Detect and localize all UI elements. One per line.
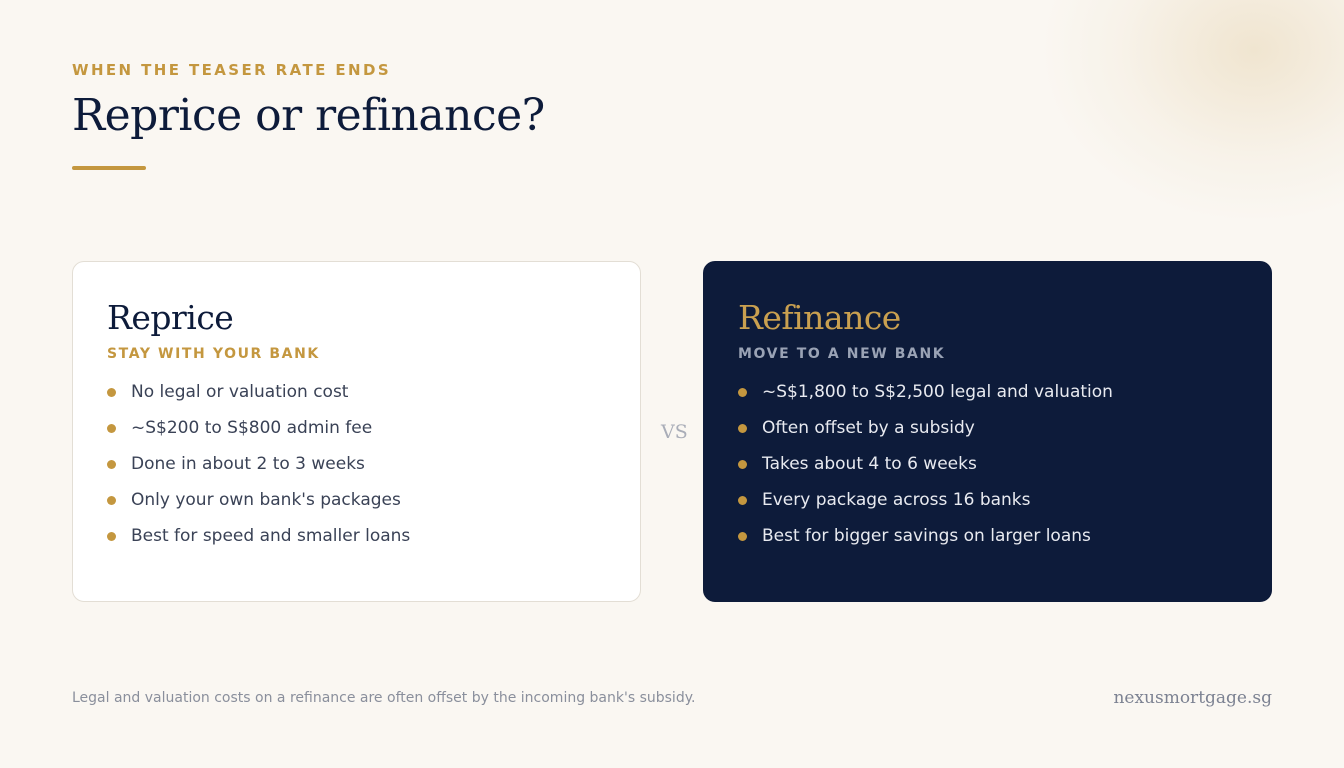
title-underline	[72, 166, 146, 170]
list-item-text: Every package across 16 banks	[762, 490, 1031, 510]
list-item	[107, 374, 606, 410]
reprice-list	[107, 374, 606, 554]
list-item-text: ~S$200 to S$800 admin fee	[131, 418, 373, 438]
bullet-dot-icon	[107, 388, 116, 397]
bullet-dot-icon	[738, 460, 747, 469]
bullet-dot-icon	[738, 532, 747, 541]
bullet-dot-icon	[738, 388, 747, 397]
list-item	[107, 410, 606, 446]
list-item	[738, 446, 1237, 482]
reprice-title: Reprice	[107, 298, 234, 337]
list-item	[738, 410, 1237, 446]
list-item-text: ~S$1,800 to S$2,500 legal and valuation	[762, 382, 1113, 402]
bullet-dot-icon	[107, 532, 116, 541]
list-item	[107, 482, 606, 518]
refinance-title: Refinance	[738, 298, 901, 337]
list-item	[107, 518, 606, 554]
bullet-dot-icon	[107, 496, 116, 505]
background-glow	[1044, 0, 1344, 220]
bullet-dot-icon	[107, 424, 116, 433]
list-item-text: Takes about 4 to 6 weeks	[762, 454, 977, 474]
list-item-text: Done in about 2 to 3 weeks	[131, 454, 365, 474]
list-item	[738, 482, 1237, 518]
list-item-text: Best for speed and smaller loans	[131, 526, 411, 546]
refinance-card	[703, 261, 1272, 602]
reprice-card	[72, 261, 641, 602]
bullet-dot-icon	[107, 460, 116, 469]
list-item-text: Only your own bank's packages	[131, 490, 401, 510]
brand-logo-text: nexusmortgage.sg	[1113, 688, 1272, 708]
list-item-text: Often offset by a subsidy	[762, 418, 975, 438]
list-item-text: No legal or valuation cost	[131, 382, 349, 402]
vs-divider: VS	[661, 421, 688, 443]
bullet-dot-icon	[738, 496, 747, 505]
refinance-list	[738, 374, 1237, 554]
list-item	[738, 518, 1237, 554]
footnote: Legal and valuation costs on a refinance are often offset by the incoming bank's subsidy.	[72, 690, 696, 706]
list-item	[738, 374, 1237, 410]
page-title: Reprice or refinance?	[72, 90, 545, 141]
eyebrow-label: WHEN THE TEASER RATE ENDS	[72, 61, 392, 79]
list-item	[107, 446, 606, 482]
reprice-subtitle: STAY WITH YOUR BANK	[107, 346, 320, 362]
refinance-subtitle: MOVE TO A NEW BANK	[738, 346, 946, 362]
list-item-text: Best for bigger savings on larger loans	[762, 526, 1091, 546]
bullet-dot-icon	[738, 424, 747, 433]
